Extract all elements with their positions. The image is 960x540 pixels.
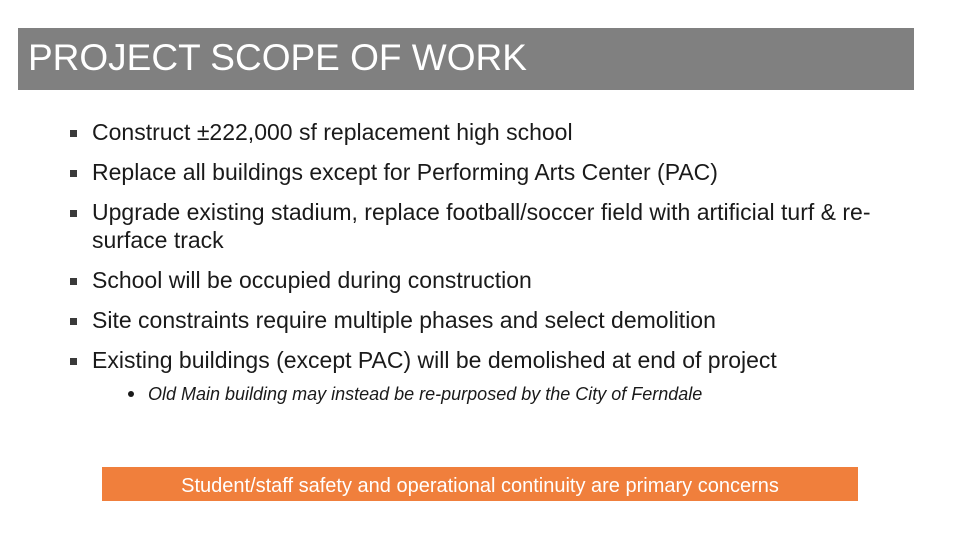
slide-title: PROJECT SCOPE OF WORK	[28, 37, 527, 78]
bullet-item	[70, 346, 890, 374]
bullet-text: Site constraints require multiple phases and select demolition	[92, 307, 716, 333]
bullet-text: Upgrade existing stadium, replace football/soccer field with artificial turf & re-surface track	[92, 199, 871, 253]
bullet-item	[70, 306, 890, 334]
bullet-text: Existing buildings (except PAC) will be demolished at end of project	[92, 347, 777, 373]
bullet-item	[70, 118, 890, 146]
sub-bullet-text: Old Main building may instead be re-purposed by the City of Ferndale	[148, 384, 703, 404]
bullet-item	[70, 266, 890, 294]
callout-banner	[102, 467, 858, 503]
square-bullet-icon	[70, 170, 77, 177]
bullet-text: School will be occupied during construction	[92, 267, 532, 293]
square-bullet-icon	[70, 318, 77, 325]
bullet-item	[70, 198, 890, 254]
square-bullet-icon	[70, 130, 77, 137]
bullet-item	[70, 158, 890, 186]
bullet-list	[70, 118, 890, 406]
square-bullet-icon	[70, 358, 77, 365]
square-bullet-icon	[70, 278, 77, 285]
round-bullet-icon	[128, 391, 134, 397]
bullet-text: Construct ±222,000 sf replacement high school	[92, 119, 573, 145]
bullet-text: Replace all buildings except for Performing Arts Center (PAC)	[92, 159, 718, 185]
sub-bullet-item	[128, 382, 890, 406]
title-bar	[18, 28, 914, 90]
square-bullet-icon	[70, 210, 77, 217]
callout-text: Student/staff safety and operational continuity are primary concerns	[181, 475, 779, 497]
